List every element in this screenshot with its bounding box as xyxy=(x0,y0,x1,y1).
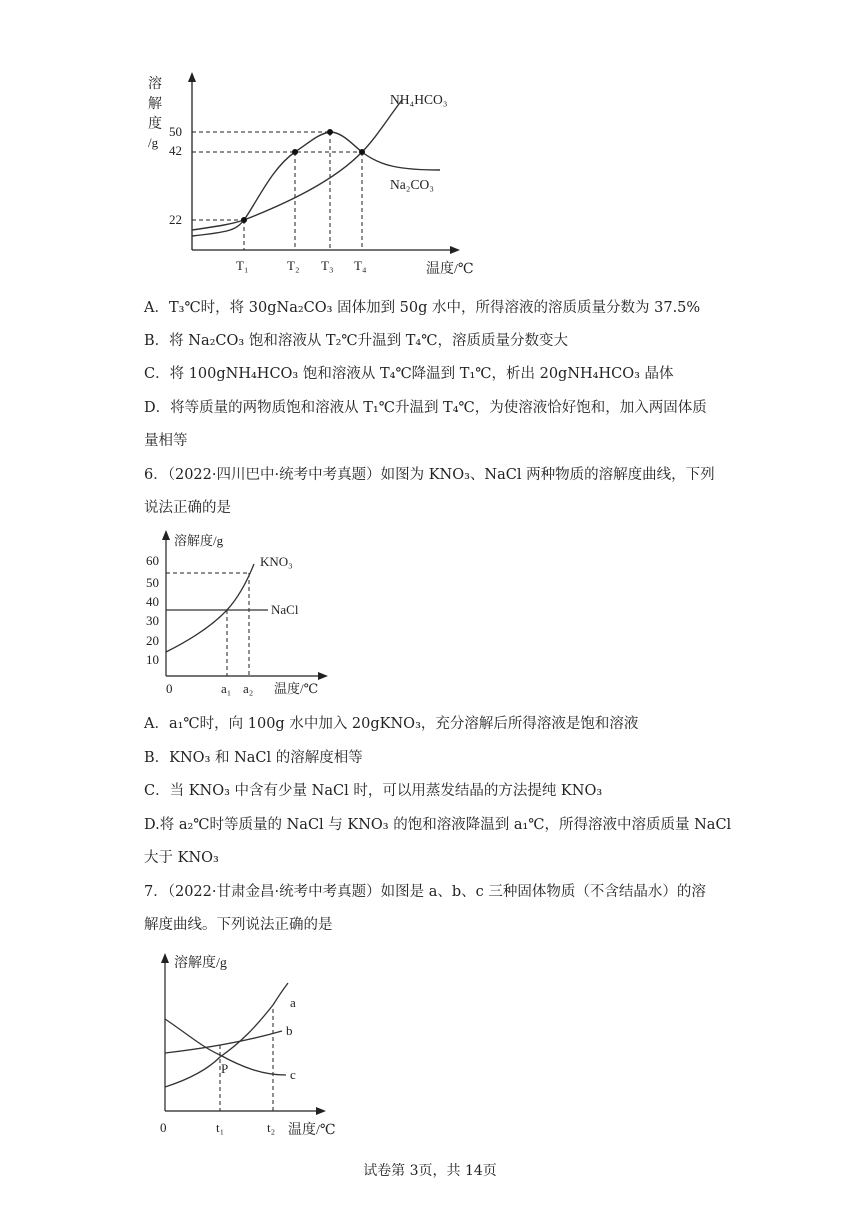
x-axis-label: 温度/℃ xyxy=(274,681,319,696)
intersection-point xyxy=(241,217,247,223)
series-label-b: b xyxy=(286,1023,293,1038)
y-tick-label: 40 xyxy=(146,594,159,609)
origin-label: 0 xyxy=(166,681,173,696)
x-axis-arrow xyxy=(450,246,460,254)
q7-stem-line-2: 解度曲线。下列说法正确的是 xyxy=(144,917,333,933)
solubility-graph-1 xyxy=(140,70,500,285)
series-label-na2co3: Na₂CO₃ xyxy=(390,177,434,192)
x-tick-label: T₄ xyxy=(354,258,367,273)
q5-option-a: A．T₃℃时，将 30gNa₂CO₃ 固体加到 50g 水中，所得溶液的溶质质量分数为 37.5% xyxy=(144,300,701,316)
y-axis-arrow xyxy=(161,953,169,963)
series-label-kno3: KNO₃ xyxy=(260,554,293,569)
y-tick-label: 10 xyxy=(146,652,159,667)
x-axis-label: 温度/℃ xyxy=(288,1123,336,1138)
y-tick-label: 50 xyxy=(169,124,182,139)
series-label-nh4hco3: NH₄HCO₃ xyxy=(390,92,448,107)
series-label-a: a xyxy=(290,995,296,1010)
y-tick-label: 30 xyxy=(146,613,159,628)
y-axis-label: 溶解度/g xyxy=(174,956,227,971)
x-tick-label: T₃ xyxy=(321,258,334,273)
x-tick-label: T₂ xyxy=(287,258,300,273)
data-point xyxy=(292,149,298,155)
x-axis-label: 温度/℃ xyxy=(426,262,474,277)
x-tick-label: t₁ xyxy=(216,1120,225,1135)
y-axis-label-char: 解 xyxy=(148,97,162,112)
intersection-point xyxy=(359,149,365,155)
q6-option-d-cont: 大于 KNO₃ xyxy=(144,850,219,866)
series-label-nacl: NaCl xyxy=(271,602,299,617)
y-tick-label: 20 xyxy=(146,633,159,648)
y-axis-label: 溶解度/g xyxy=(174,533,224,548)
q5-option-b: B．将 Na₂CO₃ 饱和溶液从 T₂℃升温到 T₄℃，溶质质量分数变大 xyxy=(144,333,568,349)
y-axis-label-char: /g xyxy=(148,135,159,150)
y-tick-label: 60 xyxy=(146,553,159,568)
q6-option-c: C．当 KNO₃ 中含有少量 NaCl 时，可以用蒸发结晶的方法提纯 KNO₃ xyxy=(144,783,603,799)
page-footer: 试卷第 3页，共 14页 xyxy=(363,1163,497,1179)
y-tick-label: 50 xyxy=(146,575,159,590)
curve-kno3 xyxy=(166,564,254,652)
q6-option-a: A．a₁℃时，向 100g 水中加入 20gKNO₃，充分溶解后所得溶液是饱和溶液 xyxy=(144,716,639,732)
curve-nh4hco3 xyxy=(192,100,402,230)
q5-option-d-cont: 量相等 xyxy=(144,433,188,449)
point-label-p: P xyxy=(221,1061,229,1076)
x-tick-label: a₁ xyxy=(221,681,232,696)
x-tick-label: T₁ xyxy=(236,258,249,273)
y-axis-arrow xyxy=(162,530,170,540)
q7-stem-line-1: 7．（2022·甘肃金昌·统考中考真题）如图是 a、b、c 三种固体物质（不含结晶水）的溶 xyxy=(144,884,706,900)
y-axis-label-char: 度 xyxy=(148,117,162,132)
y-tick-label: 42 xyxy=(169,143,182,158)
y-tick-label: 22 xyxy=(169,212,182,227)
q6-stem-line-1: 6．（2022·四川巴中·统考中考真题）如图为 KNO₃、NaCl 两种物质的溶解度曲线，下列 xyxy=(144,467,715,483)
q6-option-d: D.将 a₂℃时等质量的 NaCl 与 KNO₃ 的饱和溶液降温到 a₁℃，所得溶液中溶质质量 NaCl xyxy=(144,817,732,833)
solubility-graph-3 xyxy=(150,945,350,1140)
y-axis-label-char: 溶 xyxy=(148,77,162,92)
x-tick-label: t₂ xyxy=(267,1120,276,1135)
solubility-graph-2 xyxy=(140,526,340,701)
q5-option-d: D．将等质量的两物质饱和溶液从 T₁℃升温到 T₄℃，为使溶液恰好饱和，加入两固体质 xyxy=(144,400,707,416)
curve-b xyxy=(165,1031,282,1053)
series-label-c: c xyxy=(290,1067,296,1082)
y-axis-arrow xyxy=(188,72,196,82)
origin-label: 0 xyxy=(160,1120,167,1135)
q6-option-b: B．KNO₃ 和 NaCl 的溶解度相等 xyxy=(144,750,363,766)
x-axis-arrow xyxy=(318,672,328,680)
data-point xyxy=(327,129,333,135)
q5-option-c: C．将 100gNH₄HCO₃ 饱和溶液从 T₄℃降温到 T₁℃，析出 20gNH₄HCO₃ 晶体 xyxy=(144,366,674,382)
q6-stem-line-2: 说法正确的是 xyxy=(144,500,231,516)
x-tick-label: a₂ xyxy=(243,681,254,696)
x-axis-arrow xyxy=(316,1107,326,1115)
